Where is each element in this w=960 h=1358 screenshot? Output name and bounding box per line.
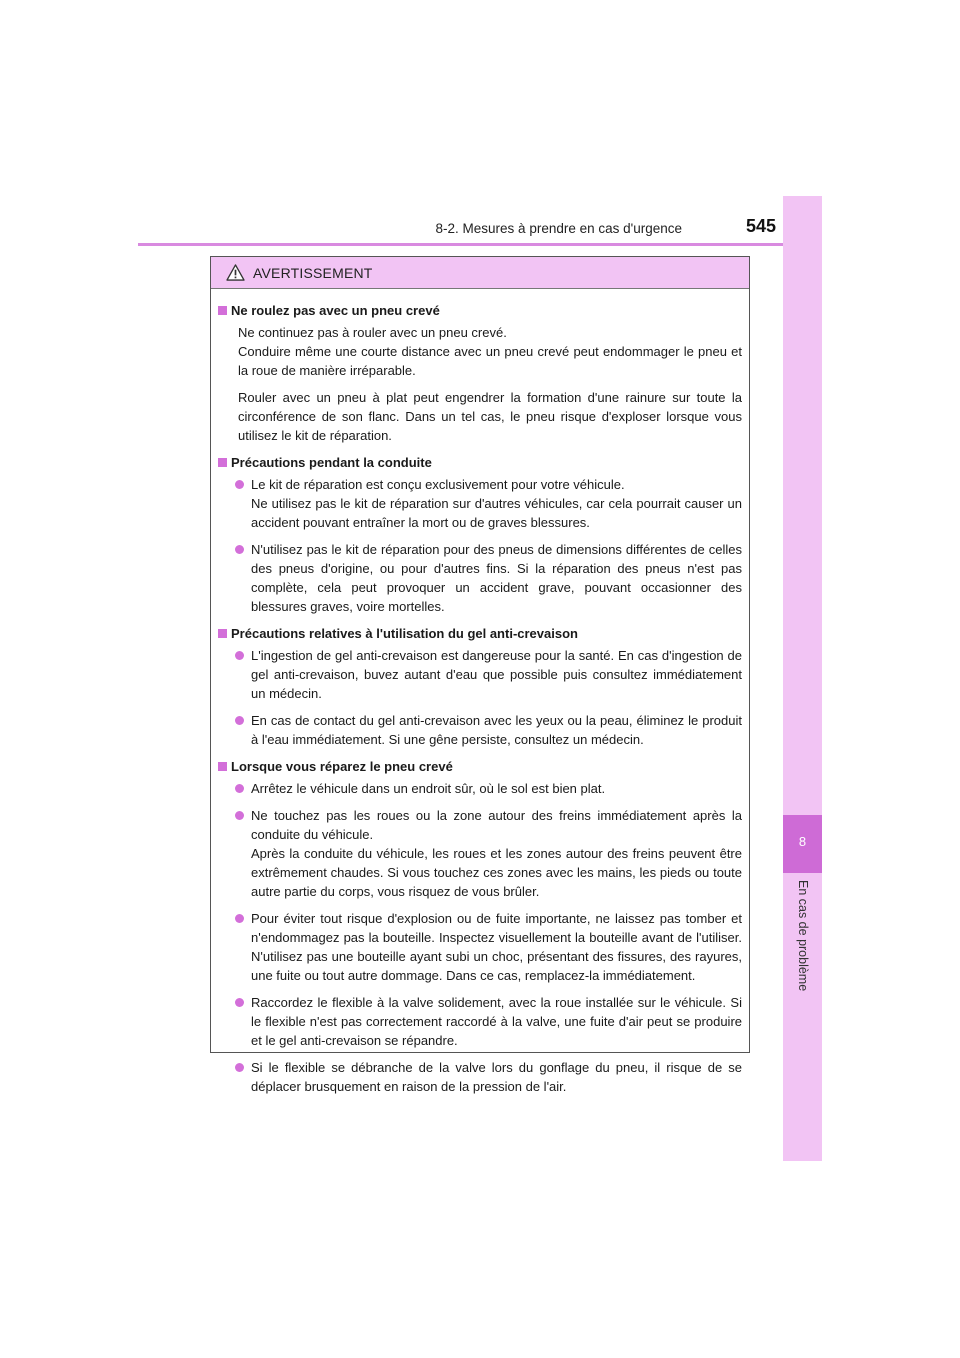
round-bullet-icon — [235, 811, 244, 820]
chapter-label: En cas de problème — [796, 880, 810, 992]
section-heading-text: Lorsque vous réparez le pneu crevé — [231, 759, 453, 774]
section-heading — [218, 453, 742, 472]
list-item — [235, 475, 742, 532]
warning-title: AVERTISSEMENT — [253, 264, 373, 281]
list-item-text: N'utilisez pas le kit de réparation pour des pneus de dimensions différentes de celles des pneus d'origine, ou pour d'autres fins. Si la réparation des pneus n'est pas complète, cela peut provoquer un accident grave, pouvant occasionner des blessures graves, voire mortelles. — [251, 542, 742, 614]
list-item — [235, 540, 742, 616]
round-bullet-icon — [235, 651, 244, 660]
round-bullet-icon — [235, 1063, 244, 1072]
warning-box — [210, 256, 750, 1094]
square-bullet-icon — [218, 762, 227, 771]
warning-triangle-icon — [226, 264, 245, 281]
section-heading — [218, 757, 742, 776]
section-heading-text: Précautions relatives à l'utilisation du gel anti-crevaison — [231, 626, 578, 641]
paragraph-text: Rouler avec un pneu à plat peut engendrer la formation d'une rainure sur toute la circonférence de son flanc. Dans un tel cas, le pneu risque d'exploser lorsque vous utilisez le kit de réparation. — [238, 390, 742, 443]
paragraph-text: Ne continuez pas à rouler avec un pneu crevé. Conduire même une courte distance avec un pneu crevé peut endommager le pneu et la roue de manière irréparable. — [238, 325, 742, 378]
round-bullet-icon — [235, 480, 244, 489]
section-heading-text: Ne roulez pas avec un pneu crevé — [231, 303, 440, 318]
warning-body — [211, 289, 749, 1096]
list-item-text: En cas de contact du gel anti-crevaison avec les yeux ou la peau, éliminez le produit à l'eau immédiatement. Si une gêne persiste, consultez un médecin. — [251, 713, 742, 747]
list-item — [235, 993, 742, 1050]
list-item-text: Arrêtez le véhicule dans un endroit sûr, où le sol est bien plat. — [251, 781, 606, 796]
page-number: 545 — [745, 216, 776, 236]
section-title: 8-2. Mesures à prendre en cas d'urgence — [435, 221, 682, 236]
list-item — [235, 646, 742, 703]
list-item — [235, 806, 742, 901]
list-item — [235, 779, 742, 798]
section-heading-text: Précautions pendant la conduite — [231, 455, 432, 470]
round-bullet-icon — [235, 998, 244, 1007]
section-heading — [218, 624, 742, 643]
square-bullet-icon — [218, 458, 227, 467]
list-item-text: Ne touchez pas les roues ou la zone autour des freins immédiatement après la conduite du véhicule. Après la conduite du véhicule, les roues et les zones autour des freins peuvent être extrêmement chaudes. Si vous touchez ces zones avec les mains, les pieds ou toute autre partie du corps, vous risquez de vous brûler. — [251, 808, 742, 899]
list-item-text: Le kit de réparation est conçu exclusivement pour votre véhicule. Ne utilisez pas le kit de réparation sur d'autres véhicules, car cela pourrait causer un accident pouvant entraîner la mort ou de graves blessures. — [251, 477, 742, 530]
chapter-side-tab — [783, 196, 822, 1161]
list-item-text: Raccordez le flexible à la valve solidement, avec la roue installée sur le véhicule. Si le flexible n'est pas correctement raccordé à la valve, une fuite d'air peut se produire et le gel anti-crevaison se répandre. — [251, 995, 742, 1048]
list-item-text: L'ingestion de gel anti-crevaison est dangereuse pour la santé. En cas d'ingestion de gel anti-crevaison, buvez autant d'eau que possible puis consultez immédiatement un médecin. — [251, 648, 742, 701]
square-bullet-icon — [218, 629, 227, 638]
warning-header — [211, 257, 749, 289]
list-item-text: Pour éviter tout risque d'explosion ou de fuite importante, ne laissez pas tomber et n'endommagez pas la bouteille. Inspectez visuellement la bouteille avant de l'utiliser. N'utilisez pas une bouteille ayant subi un choc, présentant des fissures, des rayures, une fuite ou tout autre dommage. Dans ce cas, remplacez-la immédiatement. — [251, 911, 742, 983]
round-bullet-icon — [235, 545, 244, 554]
list-item — [235, 909, 742, 985]
list-item — [235, 711, 742, 749]
paragraph — [238, 323, 742, 380]
chapter-number: 8 — [798, 834, 807, 849]
header-rule — [138, 243, 822, 246]
round-bullet-icon — [235, 784, 244, 793]
list-item-text: Si le flexible se débranche de la valve lors du gonflage du pneu, il risque de se déplacer brusquement en raison de la pression de l'air. — [251, 1060, 742, 1094]
list-item — [235, 1058, 742, 1096]
section-heading — [218, 301, 742, 320]
round-bullet-icon — [235, 914, 244, 923]
round-bullet-icon — [235, 716, 244, 725]
square-bullet-icon — [218, 306, 227, 315]
paragraph — [238, 388, 742, 445]
